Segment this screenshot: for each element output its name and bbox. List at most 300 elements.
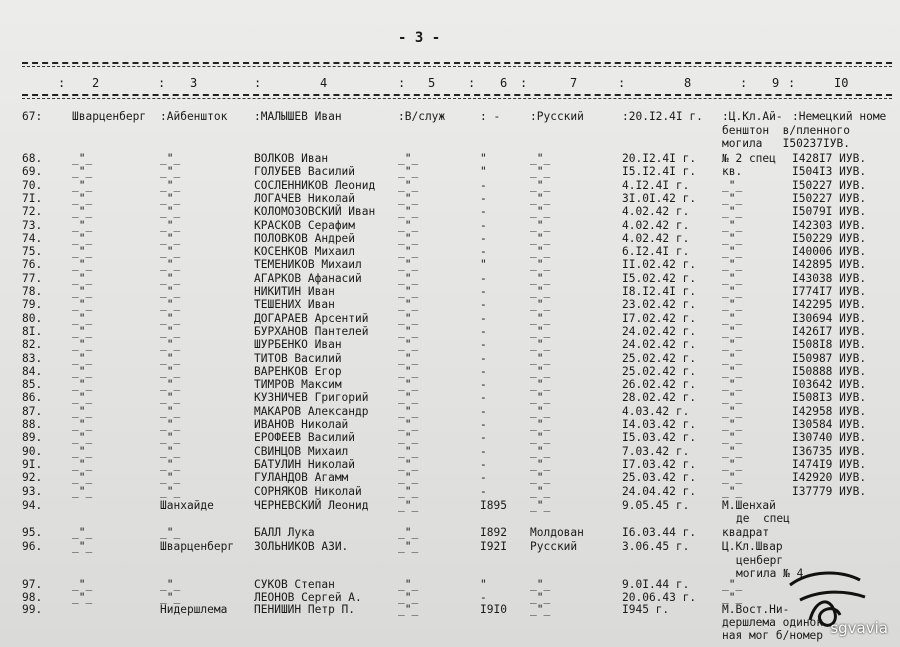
cell-date: 26.02.42 г. [622, 378, 697, 392]
cell-n: 90. [22, 444, 43, 458]
header-cell: 4 [320, 76, 328, 90]
cell-date: II.02.42 г. [622, 258, 697, 272]
cell-year: - [480, 391, 487, 405]
cell-nat: _"_ [530, 351, 551, 365]
cell-person: БАЛЛ Лука [254, 526, 315, 539]
table-row [0, 418, 900, 432]
cell-date: I7.03.42 г. [622, 457, 697, 471]
cell-person: ТЕМЕНИКОВ Михаил [254, 258, 362, 272]
table-row [0, 485, 900, 499]
cell-person: КОСЕНКОВ Михаил [254, 245, 356, 259]
cell-camp: _"_ [160, 245, 181, 259]
cell-person: КОЛОМОЗОВСКИЙ Иван [254, 205, 376, 219]
cell-burial: _"_ [722, 245, 743, 259]
cell-name-place: _"_ [72, 364, 93, 378]
cell-n: 98. [22, 591, 43, 604]
cell-nat: _"_ [530, 271, 551, 285]
cell-name-place: _"_ [72, 351, 93, 365]
cell-cit: I42295 ИУВ. [792, 298, 867, 312]
header-cell: : [58, 76, 66, 90]
cell-date: 4.02.42 г. [622, 205, 690, 219]
cell-date: 20.I2.4I г. [622, 152, 697, 165]
cell-burial: _"_ [722, 444, 743, 458]
header-cell: 8 [684, 76, 692, 90]
cell-year: - [480, 338, 487, 352]
cell-date: 25.02.42 г. [622, 351, 697, 365]
cell-person: ЕРОФЕЕВ Василий [254, 431, 356, 445]
cell-date: 7.03.42 г. [622, 444, 690, 458]
cell-name-place: _"_ [72, 191, 93, 205]
cell-svc: _"_ [398, 540, 419, 553]
cell-burial: _"_ [722, 258, 743, 272]
cell-n: 76. [22, 258, 43, 272]
cell-svc: _"_ [398, 591, 419, 604]
cell-year: I9I0 [480, 603, 507, 616]
cell-person: СВИНЦОВ Михаил [254, 444, 349, 458]
header-cell: : [618, 76, 626, 90]
cell-camp: _"_ [160, 152, 181, 165]
cell-cit: I774I7 ИУВ. [792, 285, 867, 298]
cell-date: :20.I2.4I г. [622, 110, 703, 123]
cell-date: 4.03.42 г. [622, 404, 690, 418]
cell-person: :МАЛЫШЕВ Иван [254, 110, 342, 123]
cell-nat: _"_ [530, 338, 551, 352]
cell-name-place: _"_ [72, 471, 93, 485]
cell-date: 3I.0I.42 г. [622, 191, 697, 205]
cell-person: ЗОЛЬНИКОВ АЗИ. [254, 540, 349, 553]
cell-name-place: _"_ [72, 178, 93, 192]
cell-date: 4.02.42 г. [622, 231, 690, 245]
cell-svc: _"_ [398, 431, 419, 445]
header-cell: : [788, 76, 796, 90]
cell-burial: М.Шенхай [722, 499, 776, 512]
cell-year: " [480, 152, 487, 165]
cell-svc: _"_ [398, 191, 419, 205]
cell-year: " [480, 258, 487, 272]
cell-svc: _"_ [398, 391, 419, 405]
cell-n: 95. [22, 526, 43, 539]
cell-burial: _"_ [722, 364, 743, 378]
cell-n: 75. [22, 245, 43, 259]
cell-person: ЧЕРНЕВСКИЙ Леонид [254, 499, 369, 512]
cell-camp: _"_ [160, 271, 181, 285]
cell-burial: _"_ [722, 378, 743, 392]
cell-burial: квадрат [722, 526, 770, 539]
cell-burial: _"_ [722, 298, 743, 312]
cell-burial: _"_ [722, 218, 743, 232]
cell-date: I945 г. [622, 603, 670, 616]
cell-nat: _"_ [530, 152, 551, 165]
cell-burial: _"_ [722, 484, 743, 498]
table-row [0, 405, 900, 419]
cell-camp: _"_ [160, 311, 181, 325]
cell-n: 72. [22, 205, 43, 219]
cell-camp: _"_ [160, 351, 181, 365]
cell-svc: _"_ [398, 165, 419, 179]
cell-burial: _"_ [722, 404, 743, 418]
extra-line: могила № 4 [736, 567, 804, 580]
cell-name-place: _"_ [72, 484, 93, 498]
table-row [0, 219, 900, 233]
cell-year: - [480, 285, 487, 298]
cell-burial: _"_ [722, 457, 743, 471]
cell-camp: _"_ [160, 378, 181, 392]
table-row [0, 325, 900, 339]
cell-person: ШУРБЕНКО Иван [254, 338, 342, 352]
cell-nat: Молдован [530, 526, 584, 539]
cell-nat: _"_ [530, 364, 551, 378]
table-row [0, 603, 900, 617]
cell-cit: I474I9 ИУВ. [792, 457, 867, 471]
cell-nat: _"_ [530, 591, 551, 604]
cell-nat: _"_ [530, 205, 551, 219]
cell-burial: _"_ [722, 231, 743, 245]
cell-camp: _"_ [160, 324, 181, 338]
cell-camp: _"_ [160, 391, 181, 405]
cell-svc: _"_ [398, 285, 419, 298]
extra-line: бенштон в/пленного [722, 124, 850, 137]
cell-year: - [480, 205, 487, 219]
cell-burial: _"_ [722, 285, 743, 298]
cell-nat: _"_ [530, 324, 551, 338]
header-cell: 9 [772, 76, 780, 90]
cell-cit: I40006 ИУВ. [792, 245, 867, 259]
cell-person: ИВАНОВ Николай [254, 418, 349, 431]
cell-nat: _"_ [530, 578, 551, 591]
cell-n: 74. [22, 231, 43, 245]
extra-line: дершлема одинок [722, 616, 824, 629]
cell-camp: _"_ [160, 364, 181, 378]
cell-burial: _"_ [722, 391, 743, 405]
table-row [0, 445, 900, 459]
cell-nat: _"_ [530, 499, 551, 512]
cell-burial: М.Вост.Ни- [722, 603, 790, 616]
cell-year: I895 [480, 499, 507, 512]
cell-year: - [480, 178, 487, 192]
cell-year: - [480, 218, 487, 232]
cell-person: МАКАРОВ Александр [254, 404, 369, 418]
cell-n: 78. [22, 285, 43, 298]
cell-cit: I36735 ИУВ. [792, 444, 867, 458]
cell-person: ЛОГАЧЕВ Николай [254, 191, 356, 205]
table-row [0, 352, 900, 366]
cell-name-place: _"_ [72, 231, 93, 245]
cell-name-place: _"_ [72, 165, 93, 179]
cell-date: 24.04.42 г. [622, 484, 697, 498]
cell-person: БАТУЛИН Николай [254, 457, 356, 471]
cell-burial: _"_ [722, 191, 743, 205]
cell-n: 7I. [22, 191, 43, 205]
cell-name-place: _"_ [72, 205, 93, 219]
cell-camp: :Айбеншток [160, 110, 228, 123]
cell-nat: _"_ [530, 191, 551, 205]
header-cell: I0 [834, 76, 849, 90]
cell-year: - [480, 311, 487, 325]
cell-n: 9I. [22, 457, 43, 471]
cell-year: - [480, 457, 487, 471]
cell-date: 9.0I.44 г. [622, 578, 690, 591]
cell-n: 87. [22, 404, 43, 418]
table-row [0, 110, 900, 124]
cell-svc: _"_ [398, 218, 419, 232]
cell-svc: _"_ [398, 258, 419, 272]
cell-nat: _"_ [530, 457, 551, 471]
cell-year: - [480, 418, 487, 431]
cell-burial: _"_ [722, 338, 743, 352]
cell-name-place: _"_ [72, 526, 93, 539]
cell-date: 4.02.42 г. [622, 218, 690, 232]
cell-burial: _"_ [722, 311, 743, 325]
extra-line: ценберг [736, 554, 784, 567]
cell-person: СОРНЯКОВ Николай [254, 484, 362, 498]
cell-person: ГОЛУБЕВ Василий [254, 165, 356, 179]
header-cell: : [398, 76, 406, 90]
cell-n: 99. [22, 603, 43, 616]
cell-cit: I50227 ИУВ. [792, 191, 867, 205]
cell-svc: _"_ [398, 152, 419, 165]
cell-person: СОСЛЕННИКОВ Леонид [254, 178, 376, 192]
cell-cit: I30740 ИУВ. [792, 431, 867, 445]
header-cell: : [520, 76, 528, 90]
cell-nat: _"_ [530, 165, 551, 179]
cell-date: 24.02.42 г. [622, 338, 697, 352]
table-row [0, 152, 900, 166]
cell-cit: I37779 ИУВ. [792, 484, 867, 498]
header-rule-top [22, 62, 892, 64]
cell-date: 20.06.43 г. [622, 591, 697, 604]
cell-n: 73. [22, 218, 43, 232]
table-row [0, 312, 900, 326]
cell-date: 23.02.42 г. [622, 298, 697, 312]
cell-camp: _"_ [160, 444, 181, 458]
header-rule-bottom-2 [22, 98, 892, 99]
cell-svc: _"_ [398, 484, 419, 498]
table-row [0, 471, 900, 485]
cell-burial: № 2 спец [722, 152, 776, 165]
cell-year: - [480, 471, 487, 485]
cell-n: 89. [22, 431, 43, 445]
cell-person: ТЕШЕНИХ Иван [254, 298, 335, 312]
cell-svc: _"_ [398, 364, 419, 378]
page-number: - 3 - [398, 30, 441, 46]
cell-svc: _"_ [398, 378, 419, 392]
cell-cit: I50229 ИУВ. [792, 231, 867, 245]
cell-person: КУЗНИЧЕВ Григорий [254, 391, 369, 405]
cell-burial: Ц.Кл.Швар [722, 540, 783, 553]
cell-svc: _"_ [398, 178, 419, 192]
cell-svc: _"_ [398, 324, 419, 338]
cell-svc: _"_ [398, 338, 419, 352]
cell-cit: I42920 ИУВ. [792, 471, 867, 485]
header-cell: 3 [190, 76, 198, 90]
cell-name-place: _"_ [72, 258, 93, 272]
cell-svc: _"_ [398, 471, 419, 485]
table-row [0, 431, 900, 445]
cell-date: I5.03.42 г. [622, 431, 697, 445]
cell-n: 86. [22, 391, 43, 405]
cell-date: I4.03.42 г. [622, 418, 697, 431]
cell-person: НИКИТИН Иван [254, 285, 335, 298]
cell-camp: _"_ [160, 338, 181, 352]
table-row [0, 526, 900, 540]
cell-n: 93. [22, 484, 43, 498]
cell-svc: _"_ [398, 526, 419, 539]
cell-burial: _"_ [722, 271, 743, 285]
cell-person: АГАРКОВ Афанасий [254, 271, 362, 285]
cell-year: - [480, 404, 487, 418]
cell-person: СУКОВ Степан [254, 578, 335, 591]
cell-name-place: _"_ [72, 404, 93, 418]
cell-camp: _"_ [160, 457, 181, 471]
cell-name-place: _"_ [72, 444, 93, 458]
cell-camp: _"_ [160, 418, 181, 431]
cell-year: - [480, 364, 487, 378]
extra-line: ная мог б/номер [722, 629, 824, 642]
cell-burial: _"_ [722, 351, 743, 365]
cell-cit: I42958 ИУВ. [792, 404, 867, 418]
cell-n: 69. [22, 165, 43, 179]
cell-date: I5.02.42 г. [622, 271, 697, 285]
cell-nat: _"_ [530, 298, 551, 312]
header-cell: : [468, 76, 476, 90]
table-row [0, 179, 900, 193]
cell-n: 83. [22, 351, 43, 365]
table-row [0, 458, 900, 472]
cell-name-place: _"_ [72, 418, 93, 431]
cell-n: 8I. [22, 324, 43, 338]
table-row [0, 298, 900, 312]
cell-date: I7.02.42 г. [622, 311, 697, 325]
cell-camp: _"_ [160, 165, 181, 179]
cell-nat: _"_ [530, 218, 551, 232]
cell-nat: _"_ [530, 603, 551, 616]
cell-svc: _"_ [398, 578, 419, 591]
cell-person: ВАРЕНКОВ Егор [254, 364, 342, 378]
cell-svc: _"_ [398, 351, 419, 365]
table-row [0, 285, 900, 299]
cell-burial: _"_ [722, 205, 743, 219]
cell-camp: _"_ [160, 471, 181, 485]
header-cell: : [254, 76, 262, 90]
cell-svc: _"_ [398, 418, 419, 431]
cell-name-place: _"_ [72, 457, 93, 471]
table-row [0, 338, 900, 352]
table-row [0, 245, 900, 259]
cell-nat: _"_ [530, 311, 551, 325]
cell-year: - [480, 591, 487, 604]
cell-name-place: _"_ [72, 578, 93, 591]
cell-date: I5.I2.4I г. [622, 165, 697, 179]
cell-camp: _"_ [160, 178, 181, 192]
cell-burial: кв. [722, 165, 743, 179]
cell-n: 79. [22, 298, 43, 312]
cell-person: БУРХАНОВ Пантелей [254, 324, 369, 338]
cell-year: - [480, 191, 487, 205]
cell-date: 28.02.42 г. [622, 391, 697, 405]
header-cell: 2 [92, 76, 100, 90]
cell-svc: _"_ [398, 231, 419, 245]
cell-year: - [480, 431, 487, 445]
cell-n: 82. [22, 338, 43, 352]
cell-cit: :Немецкий номе [792, 110, 887, 123]
cell-cit: I426I7 ИУВ. [792, 324, 867, 338]
header-cell: : [158, 76, 166, 90]
cell-name-place: _"_ [72, 591, 93, 604]
cell-camp: _"_ [160, 298, 181, 312]
cell-date: I6.03.44 г. [622, 526, 697, 539]
table-row [0, 258, 900, 272]
cell-burial: _"_ [722, 471, 743, 485]
extra-line: могила I50237IУВ. [722, 137, 850, 150]
cell-nat: _"_ [530, 258, 551, 272]
cell-name-place: _"_ [72, 152, 93, 165]
cell-svc: _"_ [398, 444, 419, 458]
cell-nat: _"_ [530, 178, 551, 192]
cell-cit: I50227 ИУВ. [792, 178, 867, 192]
table-row [0, 540, 900, 554]
cell-nat: _"_ [530, 378, 551, 392]
cell-cit: I03642 ИУВ. [792, 378, 867, 392]
cell-nat: _"_ [530, 285, 551, 298]
table-row [0, 165, 900, 179]
cell-name-place: _"_ [72, 540, 93, 553]
table-row [0, 365, 900, 379]
cell-name-place: _"_ [72, 431, 93, 445]
cell-nat: _"_ [530, 245, 551, 259]
cell-person: ГУЛАНДОВ Агамм [254, 471, 349, 485]
cell-person: ВОЛКОВ Иван [254, 152, 329, 165]
cell-cit: I508I3 ИУВ. [792, 391, 867, 405]
cell-name-place: _"_ [72, 324, 93, 338]
cell-year: I892 [480, 526, 507, 539]
cell-name-place: _"_ [72, 311, 93, 325]
cell-svc: _"_ [398, 271, 419, 285]
cell-person: ПЕНИШИН Петр П. [254, 603, 356, 616]
table-row [0, 378, 900, 392]
cell-n: 67: [22, 110, 43, 123]
cell-cit: I42303 ИУВ. [792, 218, 867, 232]
cell-cit: I42895 ИУВ. [792, 258, 867, 272]
cell-burial: _"_ [722, 418, 743, 431]
cell-person: ТИТОВ Василий [254, 351, 342, 365]
header-cell: 5 [428, 76, 436, 90]
cell-nat: :Русский [530, 110, 584, 123]
cell-person: ПОЛОВКОВ Андрей [254, 231, 356, 245]
header-cell: 6 [500, 76, 508, 90]
cell-n: 70. [22, 178, 43, 192]
cell-person: ЛЕОНОВ Сергей А. [254, 591, 362, 604]
cell-year: - [480, 378, 487, 392]
cell-svc: _"_ [398, 603, 419, 616]
cell-n: 80. [22, 311, 43, 325]
cell-nat: _"_ [530, 471, 551, 485]
cell-n: 85. [22, 378, 43, 392]
cell-year: - [480, 231, 487, 245]
cell-name-place: _"_ [72, 378, 93, 392]
cell-nat: _"_ [530, 484, 551, 498]
table-row [0, 192, 900, 206]
cell-svc: _"_ [398, 245, 419, 259]
cell-n: 68. [22, 152, 43, 165]
cell-camp: Шварценберг [160, 540, 235, 553]
cell-nat: _"_ [530, 418, 551, 431]
cell-n: 92. [22, 471, 43, 485]
cell-year: - [480, 484, 487, 498]
cell-camp: _"_ [160, 218, 181, 232]
cell-camp: Нидершлема [160, 603, 228, 616]
cell-burial: _"_ [722, 578, 743, 591]
cell-date: 6.I2.4I г. [622, 245, 690, 259]
